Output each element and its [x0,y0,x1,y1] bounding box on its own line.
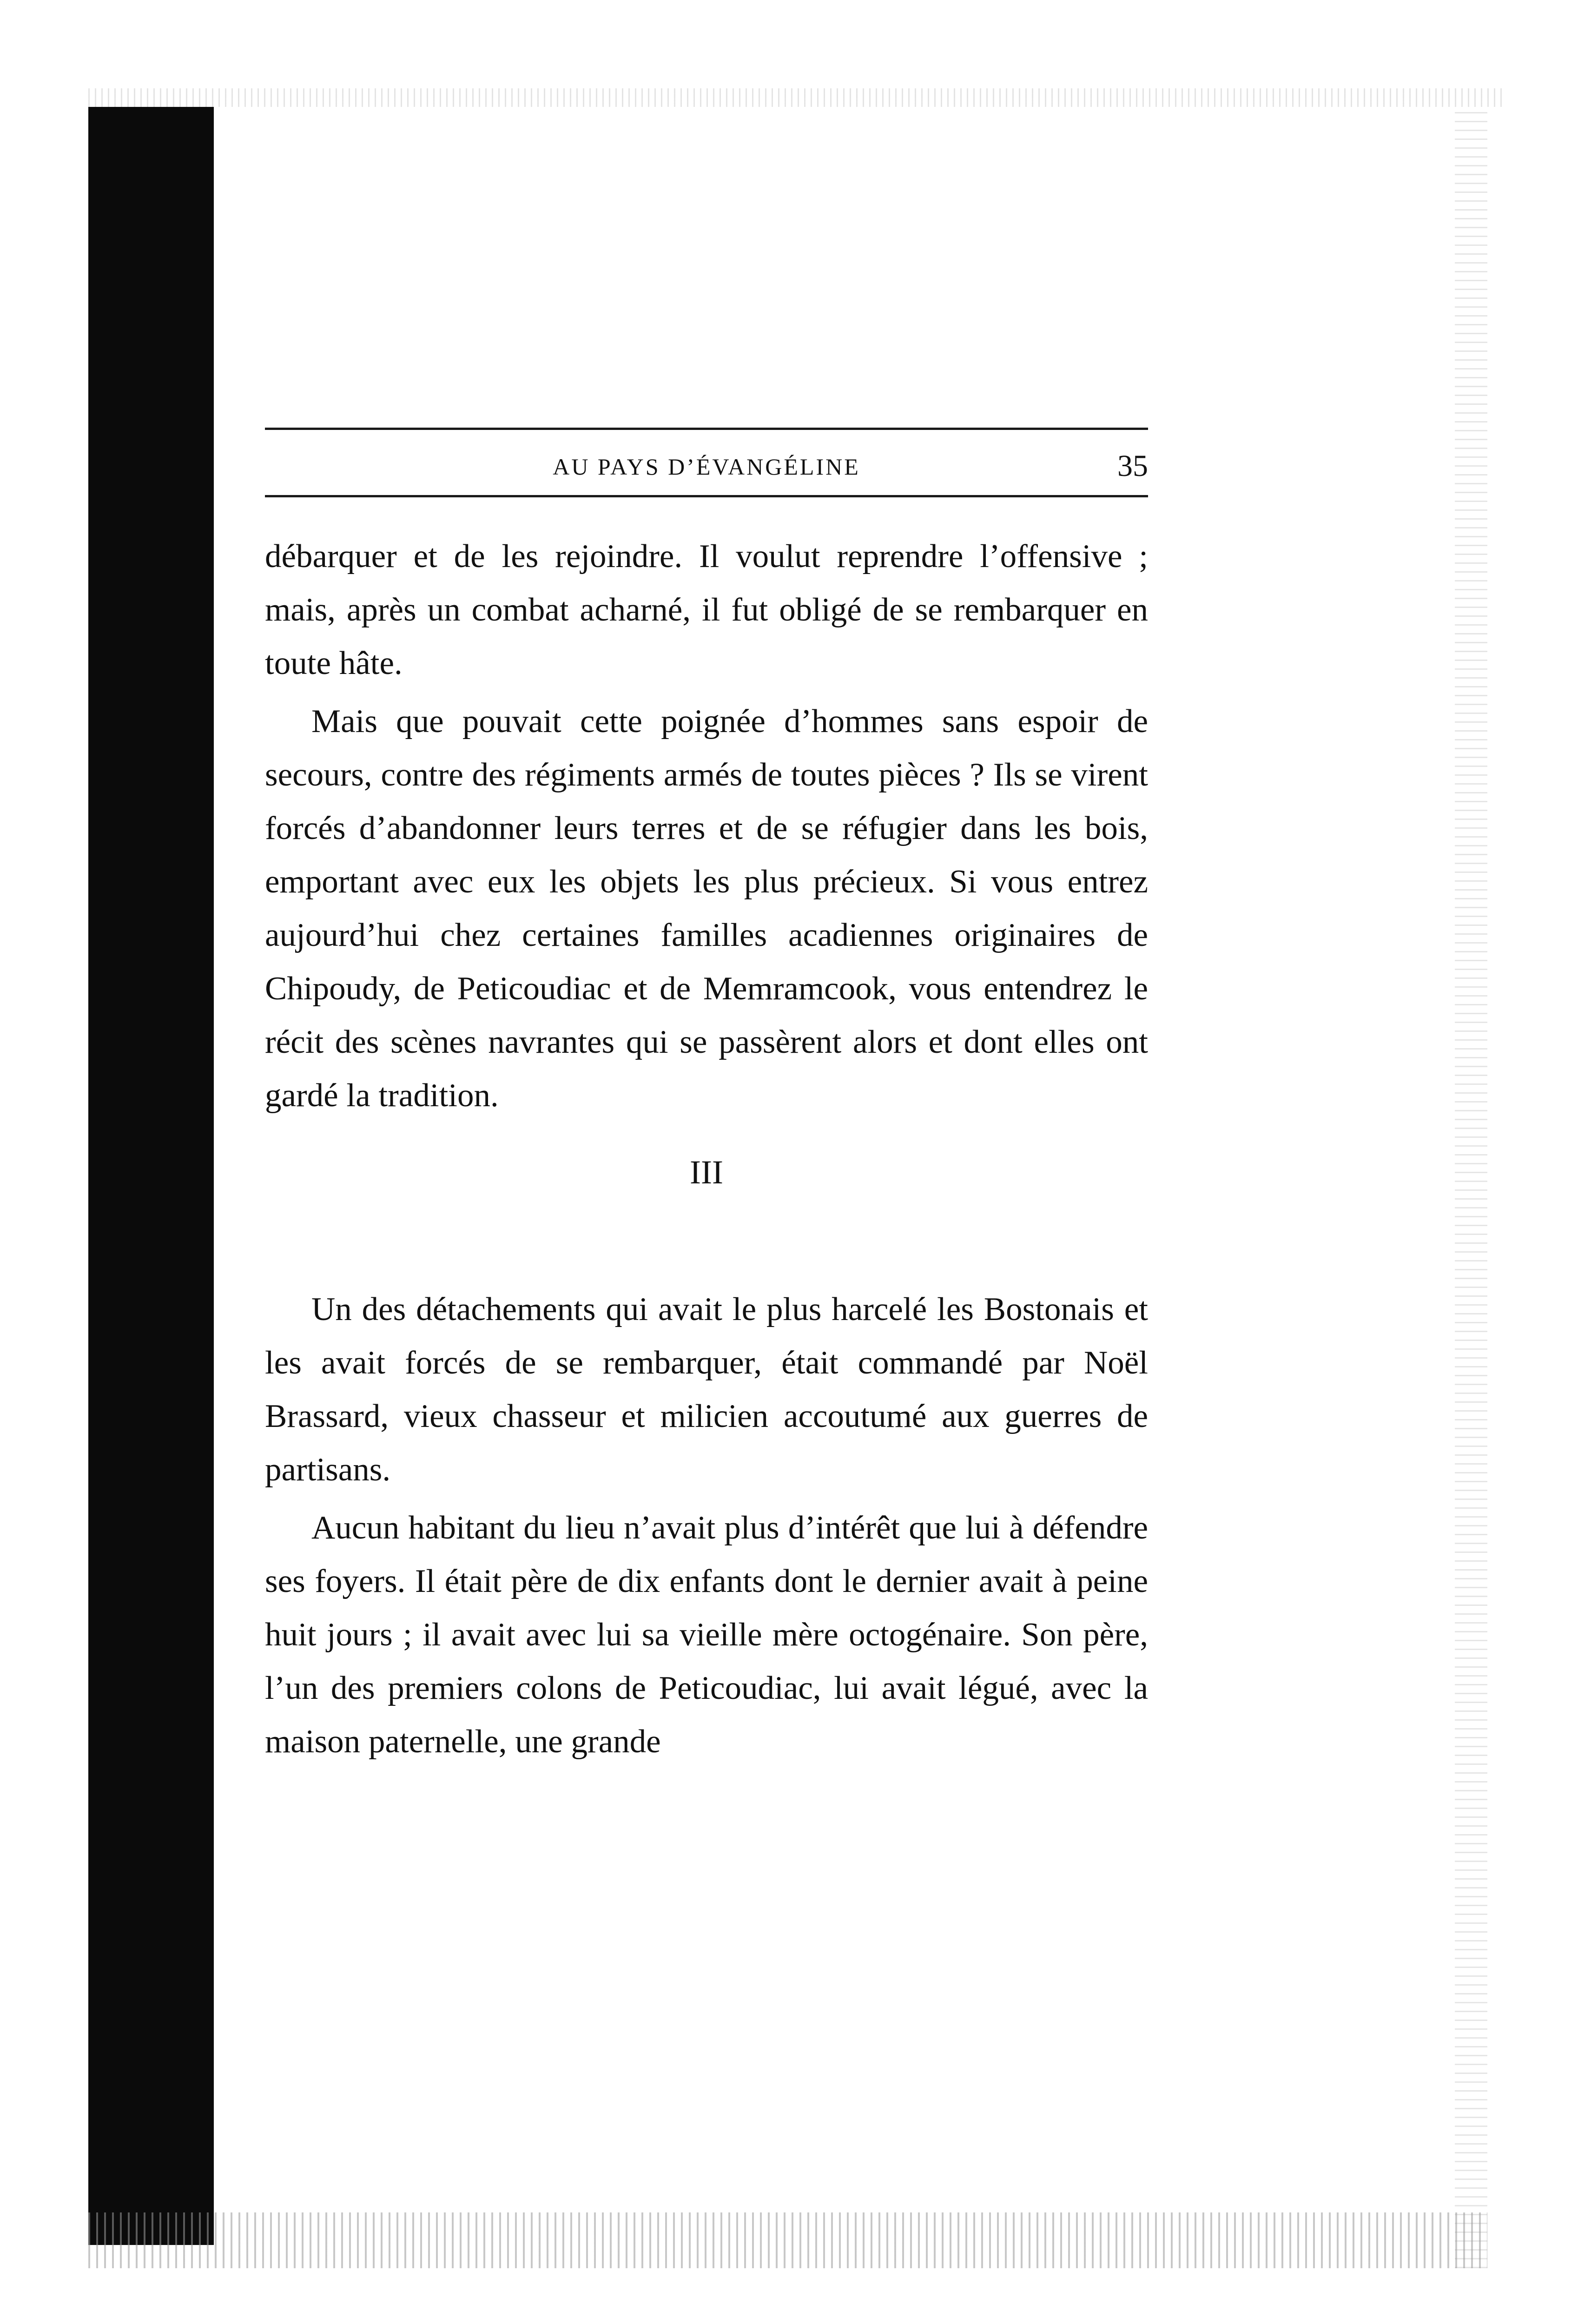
page-number: 35 [1117,449,1148,483]
running-head [265,430,1148,495]
scan-edge-bottom [88,2212,1487,2268]
header-bottom-rule [265,495,1148,497]
scan-binding-shadow [88,107,214,2245]
scan-edge-right [1455,107,1487,2268]
section-number: III [690,1154,723,1191]
scan-edge-top [88,88,1506,107]
running-title: AU PAYS D’ÉVANGÉLINE [553,454,860,480]
body-text [265,530,1148,1769]
paragraph-3: Un des détachements qui avait le plus harcelé les Bostonais et les avait forcés de se rembarquer, était commandé par Noël Brassard, vieux chasseur et milicien accoutumé aux guerres de partisans. [265,1291,1148,1488]
paragraph-1: débarquer et de les rejoindre. Il voulut reprendre l’offensive ; mais, après un combat acharné, il fut obligé de se rembarquer en toute hâte. [265,538,1148,681]
book-page [265,428,1148,1769]
paragraph-2: Mais que pouvait cette poignée d’hommes sans espoir de secours, contre des régiments armés de toutes pièces ? Ils se virent forcés d’abandonner leurs terres et de se réfugier dans les bois, emportant avec eux les objets les plus précieux. Si vous entrez aujourd’hui chez certaines familles acadiennes originaires de Chipoudy, de Peticoudiac et de Memramcook, vous entendrez le récit des scènes navrantes qui se passèrent alors et dont elles ont gardé la tradition. [265,703,1148,1114]
paragraph-4: Aucun habitant du lieu n’avait plus d’intérêt que lui à défendre ses foyers. Il était père de dix enfants dont le dernier avait à peine huit jours ; il avait avec lui sa vieille mère octogénaire. Son père, l’un des premiers colons de Peticoudiac, lui avait légué, avec la maison paternelle, une grande [265,1510,1148,1760]
